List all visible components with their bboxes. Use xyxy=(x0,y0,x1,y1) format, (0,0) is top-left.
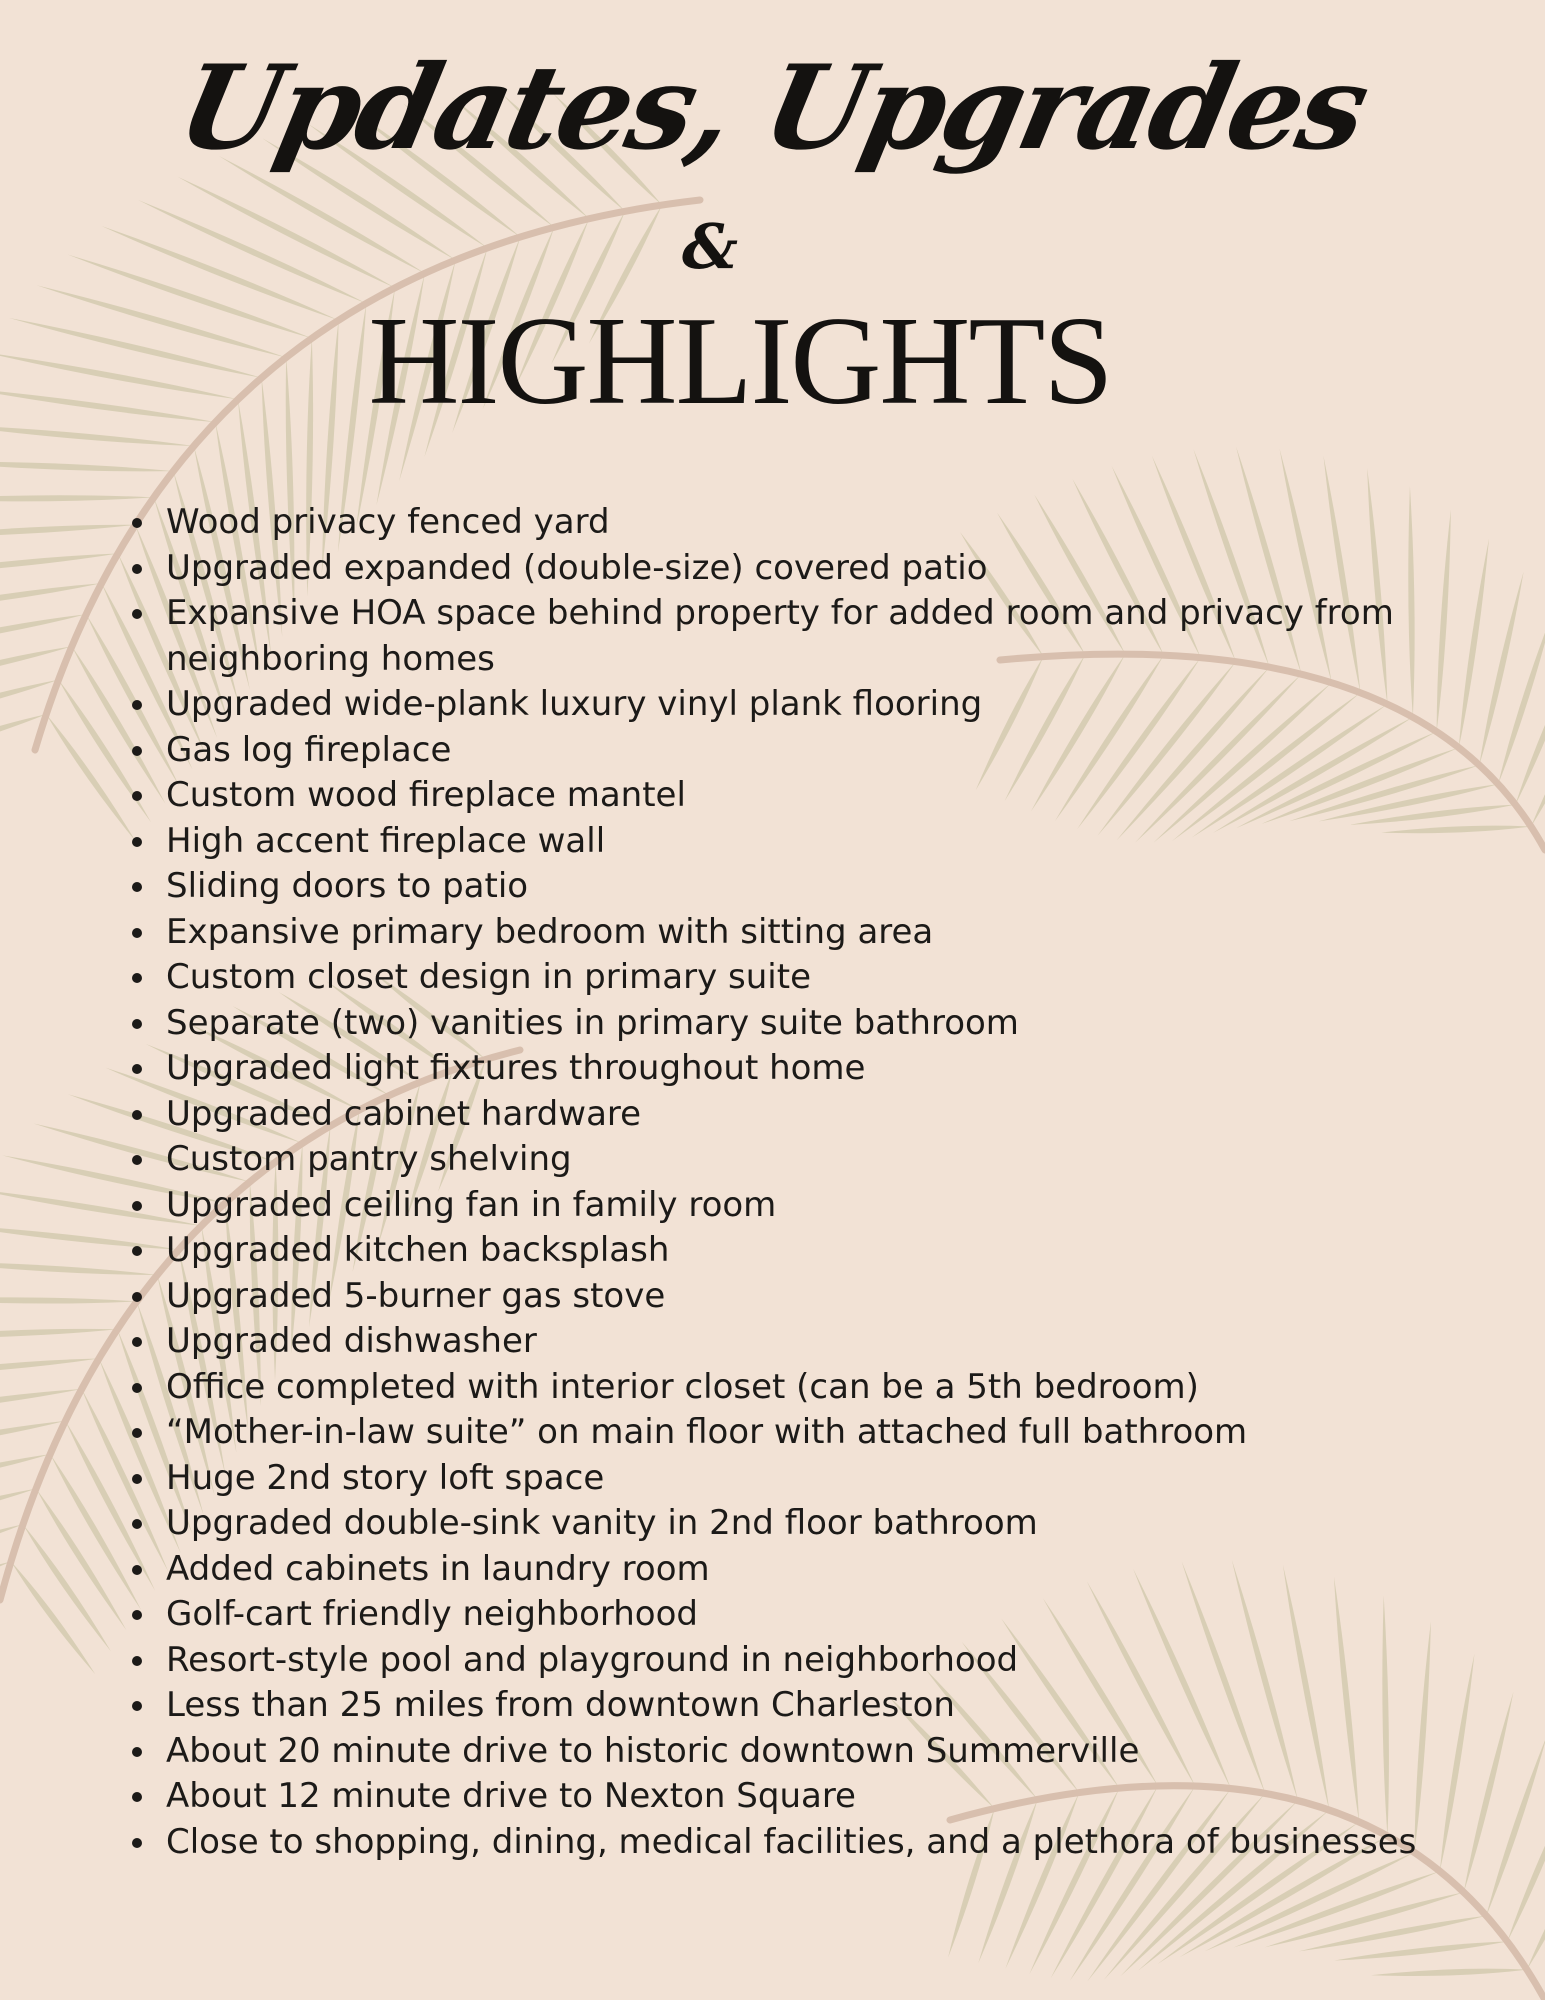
page-title: HIGHLIGHTS xyxy=(368,292,1112,431)
list-item: Sliding doors to patio xyxy=(166,864,1496,910)
list-item: Added cabinets in laundry room xyxy=(166,1547,1496,1593)
list-item: Wood privacy fenced yard xyxy=(166,500,1496,546)
list-item: Golf-cart friendly neighborhood xyxy=(166,1592,1496,1638)
list-item: Office completed with interior closet (can be a 5th bedroom) xyxy=(166,1365,1496,1411)
list-item: Custom pantry shelving xyxy=(166,1137,1496,1183)
list-item: Custom closet design in primary suite xyxy=(166,955,1496,1001)
list-item: Upgraded wide-plank luxury vinyl plank flooring xyxy=(166,682,1496,728)
list-item: Upgraded kitchen backsplash xyxy=(166,1228,1496,1274)
title-ampersand: & xyxy=(682,210,738,283)
list-item: Upgraded light fixtures throughout home xyxy=(166,1046,1496,1092)
list-item: Less than 25 miles from downtown Charleston xyxy=(166,1683,1496,1729)
list-item: Upgraded double-sink vanity in 2nd floor bathroom xyxy=(166,1501,1496,1547)
list-item: Separate (two) vanities in primary suite bathroom xyxy=(166,1001,1496,1047)
highlights-list xyxy=(130,500,1496,1865)
list-item: High accent fireplace wall xyxy=(166,819,1496,865)
list-item: Gas log fireplace xyxy=(166,728,1496,774)
list-item: “Mother-in-law suite” on main floor with attached full bathroom xyxy=(166,1410,1496,1456)
list-item: About 12 minute drive to Nexton Square xyxy=(166,1774,1496,1820)
list-item: Resort-style pool and playground in neighborhood xyxy=(166,1638,1496,1684)
list-item: Custom wood fireplace mantel xyxy=(166,773,1496,819)
list-item: Upgraded cabinet hardware xyxy=(166,1092,1496,1138)
list-item: Huge 2nd story loft space xyxy=(166,1456,1496,1502)
list-item: Upgraded 5-burner gas stove xyxy=(166,1274,1496,1320)
list-item: Expansive HOA space behind property for added room and privacy from neighboring homes xyxy=(166,591,1496,682)
list-item: Upgraded ceiling fan in family room xyxy=(166,1183,1496,1229)
list-item: Upgraded expanded (double-size) covered patio xyxy=(166,546,1496,592)
list-item: Expansive primary bedroom with sitting area xyxy=(166,910,1496,956)
list-item: Upgraded dishwasher xyxy=(166,1319,1496,1365)
title-script-line: Updates, Upgrades xyxy=(167,40,1378,176)
list-item: Close to shopping, dining, medical facilities, and a plethora of businesses xyxy=(166,1820,1496,1866)
list-item: About 20 minute drive to historic downtown Summerville xyxy=(166,1729,1496,1775)
